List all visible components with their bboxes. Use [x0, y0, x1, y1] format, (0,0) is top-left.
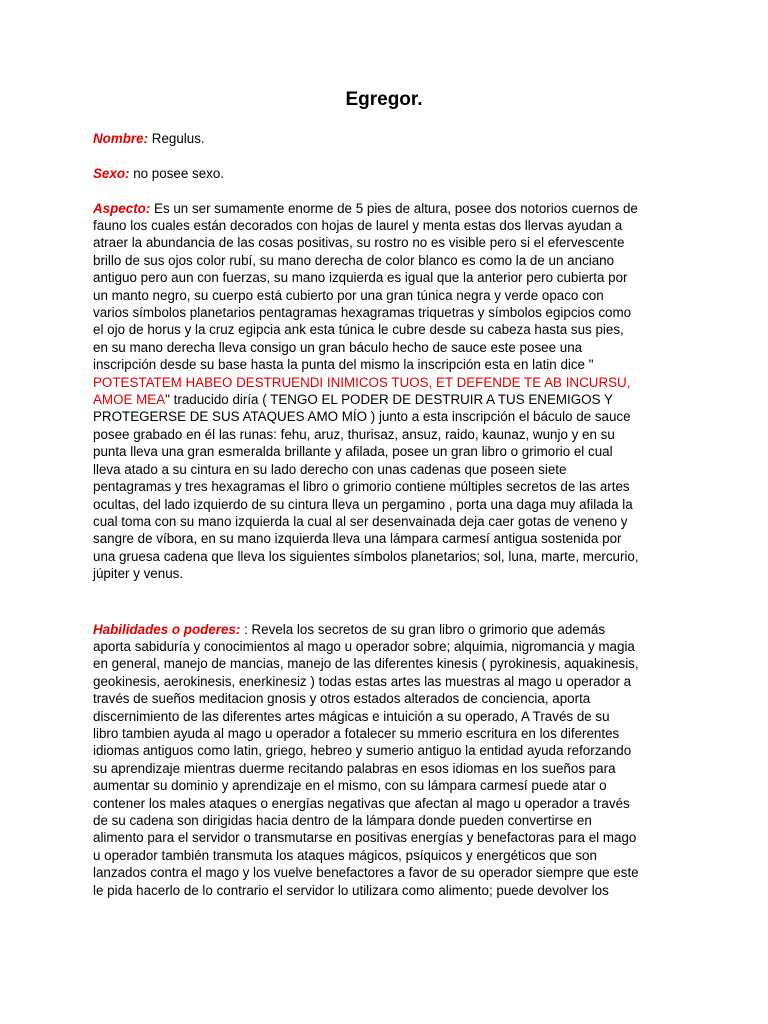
text-line: " traducido diría ( TENGO EL PODER DE DESTRUIR A TUS ENEMIGOS Y	[165, 392, 613, 408]
text-line: cual toma con su mano izquierda la cual al ser desenvainada deja caer gotas de veneno y	[93, 513, 628, 529]
nombre-label: Nombre:	[93, 131, 149, 146]
text-line: contener los males ataques o energías negativas que afectan al mago u operador a través	[93, 795, 630, 811]
sexo-label: Sexo:	[93, 165, 130, 181]
text-line: brillo de sus ojos color rubí, su mano derecha de color blanco es como la de un anciano	[93, 252, 615, 268]
text-line: Es un ser sumamente enorme de 5 pies de altura, posee dos notorios cuernos de	[150, 200, 638, 216]
aspecto-label: Aspecto:	[93, 200, 151, 216]
text-line: alimento para el servidor o transmutarse en positivas energías y benefactoras para el mago	[93, 830, 637, 846]
text-line: aporta sabiduría y conocimientos al mago u operador sobre; alquimia, nigromancia y magia	[93, 638, 635, 654]
text-line: una gruesa cadena que lleva los siguientes símbolos planetarios; sol, luna, marte, mercurio,	[93, 548, 639, 564]
text-line: antiguo pero aun con fuerzas, su mano izquierda es igual que la anterior pero cubierta por	[93, 270, 628, 286]
text-line: través de sueños meditacion gnosis y otros estados alterados de conciencia, aporta	[93, 691, 591, 707]
text-line: júpiter y venus.	[93, 566, 184, 582]
text-line: fauno los cuales están decorados con hojas de laurel y menta estas dos llervas ayudan a	[93, 218, 623, 233]
text-line: un manto negro, su cuerpo está cubierto por una gran túnica negra y verde opaco con	[93, 287, 604, 303]
text-line: inscripción desde su base hasta la punta del mismo la inscripción esta en latin dice "	[93, 357, 594, 373]
text-line: geokinesis, aerokinesis, enerkinesiz ) todas estas artes las muestras al mago u operador a	[93, 673, 632, 689]
habilidades-paragraph	[93, 621, 677, 900]
text-line: : Revela los secretos de su gran libro o grimorio que además	[240, 621, 606, 637]
aspecto-paragraph	[93, 200, 677, 583]
text-line: el ojo de horus y la cruz egipcia ank esta túnica le cubre desde su cabeza hasta sus pies,	[93, 322, 624, 338]
text-line: discernimiento de las diferentes artes mágicas e intuición a su operado, A Través de su	[93, 708, 610, 724]
text-line: idiomas antiguos como latin, griego, hebreo y sumerio antiguo la entidad ayuda reforzando	[93, 743, 632, 759]
text-line: su aprendizaje mientras duerme recitando palabras en esos idiomas en los sueños para	[93, 760, 616, 776]
text-line: ocultas, del lado izquierdo de su cintura lleva un pergamino , porta una daga muy afilada la	[93, 496, 633, 512]
text-line: en general, manejo de mancias, manejo de las diferentes kinesis ( pyrokinesis, aquakinesis,	[93, 656, 639, 672]
habilidades-label: Habilidades o poderes:	[93, 621, 241, 637]
nombre-value: Regulus.	[148, 131, 205, 146]
sexo-value: no posee sexo.	[129, 165, 225, 181]
text-line: en su mano derecha lleva consigo un gran báculo hecho de sauce este posee una	[93, 339, 583, 355]
text-line: de su cadena son dirigidas hacia dentro de la lámpara donde pueden convertirse en	[93, 813, 592, 828]
sexo-paragraph	[93, 165, 677, 182]
page-title: Egregor.	[345, 89, 423, 110]
text-line: lleva atado a su cintura en su lado derecho con unas cadenas que poseen siete	[93, 461, 567, 477]
nombre-paragraph	[93, 130, 677, 147]
latin-inscription-line: POTESTATEM HABEO DESTRUENDI INIMICOS TUOS, ET DEFENDE TE AB INCURSU,	[93, 374, 631, 390]
text-line: libro tambien ayuda al mago u operador a fotalecer su mmerio escritura en los diferentes	[93, 725, 620, 741]
text-line: le pida hacerlo de lo contrario el servidor lo utilizara como alimento; puede devolver los	[93, 882, 609, 898]
text-line: lanzados contra el mago y los vuelve benefactores a favor de su operador siempre que este	[93, 865, 639, 881]
text-line: atraer la abundancia de las cosas positivas, su rostro no es visible pero si el efervescente	[93, 235, 625, 251]
text-line: sangre de víbora, en su mano izquierda lleva una lámpara carmesí antigua sostenida por	[93, 531, 622, 547]
latin-inscription-end: AMOE MEA	[93, 392, 166, 408]
text-line: punta lleva una gran esmeralda brillante y afilada, posee un gran libro o grimorio el cual	[93, 444, 613, 460]
text-line: pentagramas y tres hexagramas el libro o grimorio contiene múltiples secretos de las artes	[93, 479, 630, 495]
text-line: aumentar su dominio y aprendizaje en el mismo, con su lámpara carmesí puede atar o	[93, 778, 607, 794]
text-line: varios símbolos planetarios pentagramas hexagramas triquetras y símbolos egipcios como	[93, 305, 632, 321]
document-body	[93, 130, 677, 899]
text-line: u operador también transmuta los ataques mágicos, psíquicos y energéticos que son	[93, 847, 597, 863]
text-line: posee grabado en él las runas: fehu, aruz, thurisaz, ansuz, raido, kaunaz, wunjo y en su	[93, 426, 615, 442]
text-line: PROTEGERSE DE SUS ATAQUES AMO MÍO ) junto a esta inscripción el báculo de sauce	[93, 409, 631, 425]
